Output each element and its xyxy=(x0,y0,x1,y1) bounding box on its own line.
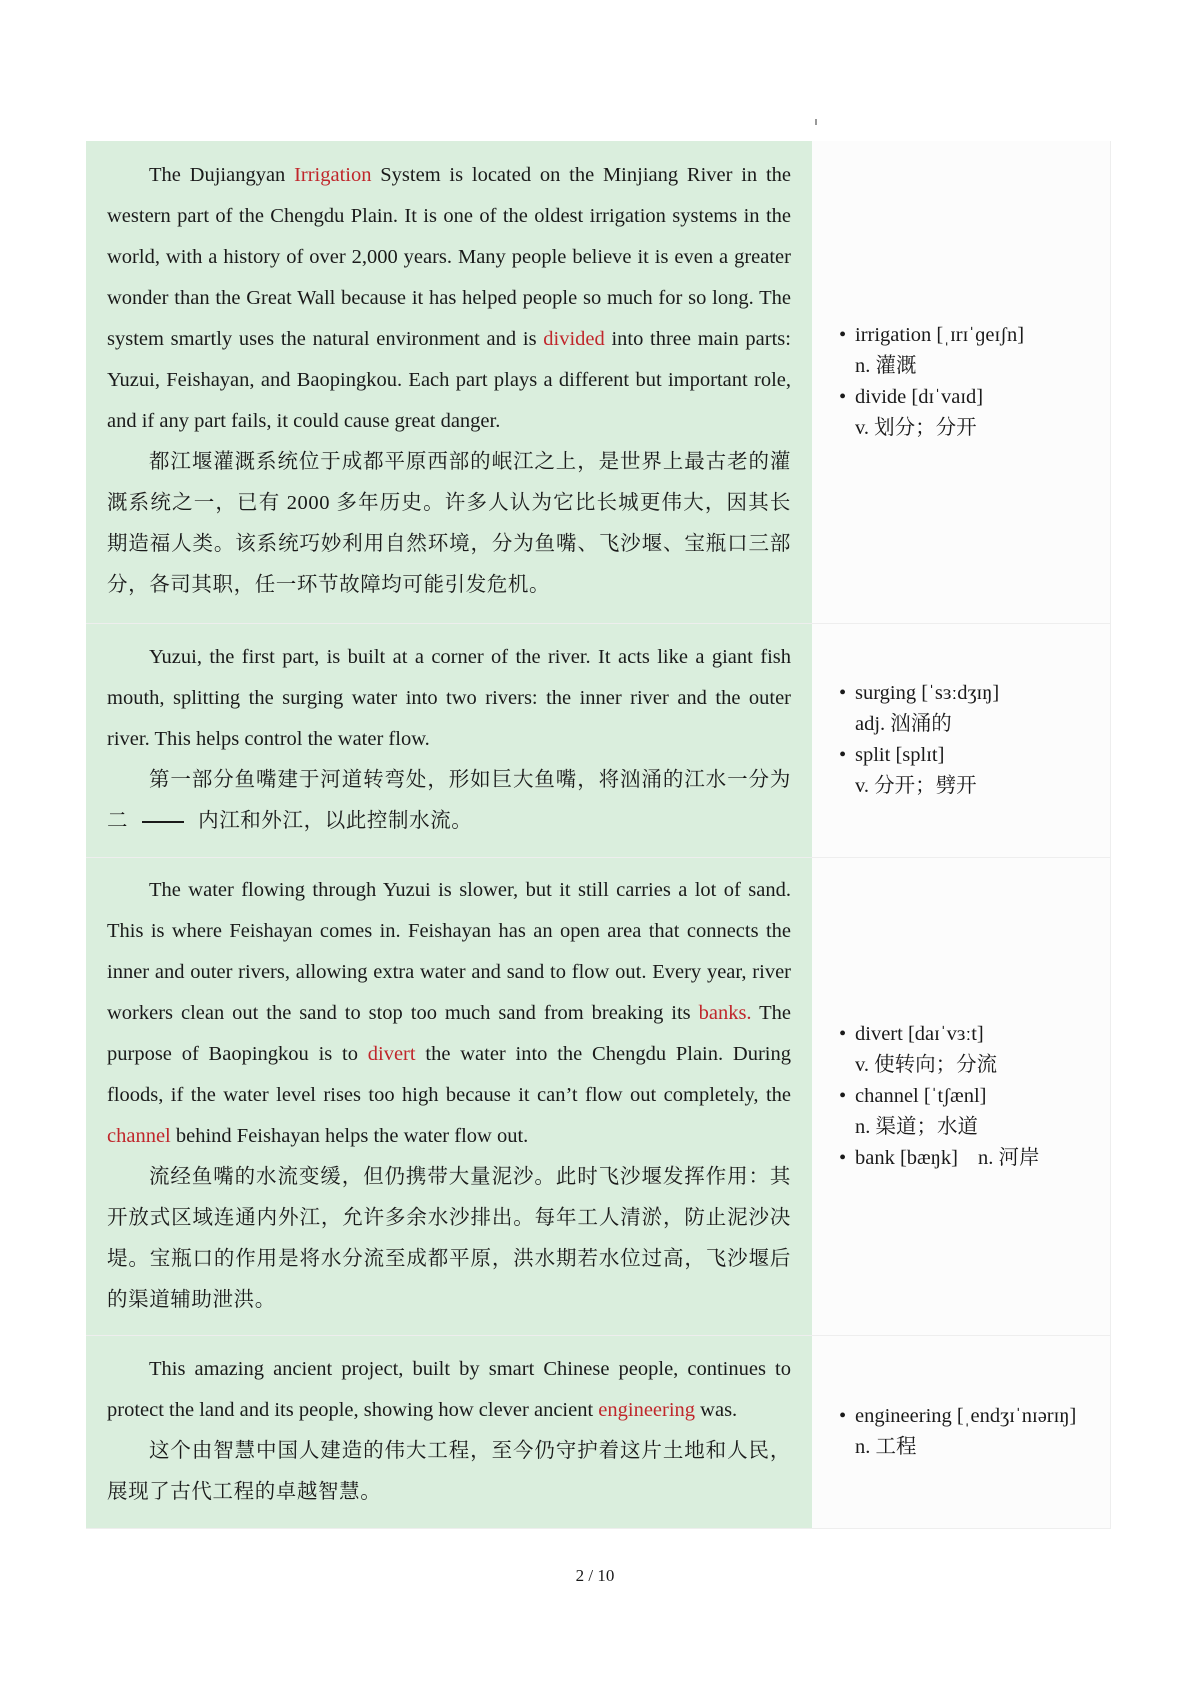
vocab-definition: v. 使转向；分流 xyxy=(855,1053,998,1076)
vocab-item xyxy=(839,320,1100,382)
vocab-word: irrigation [ˌɪrɪˈɡeɪʃn] xyxy=(855,323,1025,346)
highlighted-word: divert xyxy=(367,1042,416,1065)
vocab-definition: n. 河岸 xyxy=(977,1146,1040,1169)
chinese-paragraph: 流经鱼嘴的水流变缓，但仍携带大量泥沙。此时飞沙堰发挥作用：其开放式区域连通内外江，允许多余水沙排出。每年工人清淤，防止泥沙决堤。宝瓶口的作用是将水分流至成都平原，洪水期若水位过高，飞沙堰后的渠道辅助泄洪。 xyxy=(107,1165,791,1311)
highlighted-word: engineering xyxy=(598,1398,696,1421)
vocab-word: channel [ˈtʃænl] xyxy=(855,1084,987,1107)
vocab-item xyxy=(839,1019,1100,1081)
vocabulary-cell xyxy=(812,141,1110,623)
vocabulary-cell xyxy=(812,857,1110,1335)
reading-table xyxy=(86,141,1111,1529)
highlighted-word: divided xyxy=(543,328,605,351)
vocab-definition: n. 灌溉 xyxy=(855,354,917,377)
vocabulary-list xyxy=(839,320,1100,444)
page-number: 2 / 10 xyxy=(575,1566,615,1585)
passage-cell xyxy=(86,623,812,857)
vocab-item xyxy=(839,382,1100,444)
vocab-definition: n. 工程 xyxy=(855,1435,917,1458)
highlighted-word: banks. xyxy=(698,1001,752,1024)
vocabulary-cell xyxy=(812,623,1110,857)
table-row xyxy=(86,141,1110,623)
vocab-word: divide [dɪˈvaɪd] xyxy=(855,385,984,408)
vocab-word: surging [ˈsɜːdʒɪŋ] xyxy=(855,682,1000,704)
vocab-definition: v. 划分；分开 xyxy=(855,416,977,439)
vocab-item xyxy=(839,678,1100,740)
vocabulary-list xyxy=(839,678,1100,802)
bullet-icon: • xyxy=(839,682,847,704)
vocab-word: engineering [ˌendʒɪˈnɪərɪŋ] xyxy=(855,1404,1077,1427)
bullet-icon: • xyxy=(839,1084,847,1107)
vocab-word: bank [bæŋk] xyxy=(855,1146,958,1169)
bullet-icon: • xyxy=(839,1404,847,1427)
passage-cell xyxy=(86,1335,812,1528)
chinese-paragraph: 这个由智慧中国人建造的伟大工程，至今仍守护着这片土地和人民，展现了古代工程的卓越智慧。 xyxy=(107,1439,791,1503)
highlighted-word: Irrigation xyxy=(294,164,372,187)
vocab-definition: v. 分开；劈开 xyxy=(855,775,977,797)
english-paragraph: The Dujiangyan Irrigation System is located on the Minjiang River in the western part of the Chengdu Plain. It is one of the oldest irrigation systems in the world, with a history of over 2,000 years. Many people believe it is even a greater wonder than the Great Wall because it has helped people so much for so long. The system smartly uses the natural environment and is divided into three main parts: Yuzui, Feishayan, and Baopingkou. Each part plays a different but important role, and if any part fails, it could cause great danger. xyxy=(107,164,791,433)
vocab-definition: n. 渠道；水道 xyxy=(855,1115,978,1138)
header-tick-mark xyxy=(815,119,817,125)
bullet-icon: • xyxy=(839,1146,847,1169)
english-paragraph: The water flowing through Yuzui is slower, but it still carries a lot of sand. This is where Feishayan comes in. Feishayan has an open area that connects the inner and outer rivers, allowing extra water and sand to flow out. Every year, river workers clean out the sand to stop too much sand from breaking its banks. The purpose of Baopingkou is to divert the water into the Chengdu Plain. During floods, if the water level rises too high because it can’t flow out completely, the channel behind Feishayan helps the water flow out. xyxy=(107,878,791,1147)
passage-cell xyxy=(86,857,812,1335)
bullet-icon: • xyxy=(839,744,847,766)
english-paragraph: This amazing ancient project, built by smart Chinese people, continues to protect the land and its people, showing how clever ancient engineering was. xyxy=(107,1357,791,1421)
em-dash xyxy=(142,821,184,823)
table-row xyxy=(86,1335,1110,1528)
highlighted-word: channel xyxy=(107,1124,171,1147)
vocabulary-cell xyxy=(812,1335,1110,1528)
table-row xyxy=(86,857,1110,1335)
bullet-icon: • xyxy=(839,1022,847,1045)
vocab-word: divert [daɪˈvɜːt] xyxy=(855,1022,984,1045)
chinese-paragraph: 第一部分鱼嘴建于河道转弯处，形如巨大鱼嘴，将汹涌的江水一分为二 内江和外江，以此控制水流。 xyxy=(107,768,791,832)
vocabulary-list xyxy=(839,1401,1100,1463)
english-paragraph: Yuzui, the first part, is built at a corner of the river. It acts like a giant fish mouth, splitting the surging water into two rivers: the inner river and the outer river. This helps control the water flow. xyxy=(107,645,791,750)
vocabulary-list xyxy=(839,1019,1100,1174)
vocab-definition: adj. 汹涌的 xyxy=(855,713,952,735)
vocab-item xyxy=(839,1401,1100,1463)
vocab-item xyxy=(839,1081,1100,1143)
vocab-word: split [splɪt] xyxy=(855,744,945,766)
chinese-paragraph: 都江堰灌溉系统位于成都平原西部的岷江之上，是世界上最古老的灌溉系统之一，已有 2000 多年历史。许多人认为它比长城更伟大，因其长期造福人类。该系统巧妙利用自然环境，分为鱼嘴、飞沙堰、宝瓶口三部分，各司其职，任一环节故障均可能引发危机。 xyxy=(107,451,791,597)
bullet-icon: • xyxy=(839,323,847,346)
vocab-item xyxy=(839,740,1100,802)
passage-cell xyxy=(86,141,812,623)
bullet-icon: • xyxy=(839,385,847,408)
table-row xyxy=(86,623,1110,857)
vocab-item xyxy=(839,1143,1100,1174)
